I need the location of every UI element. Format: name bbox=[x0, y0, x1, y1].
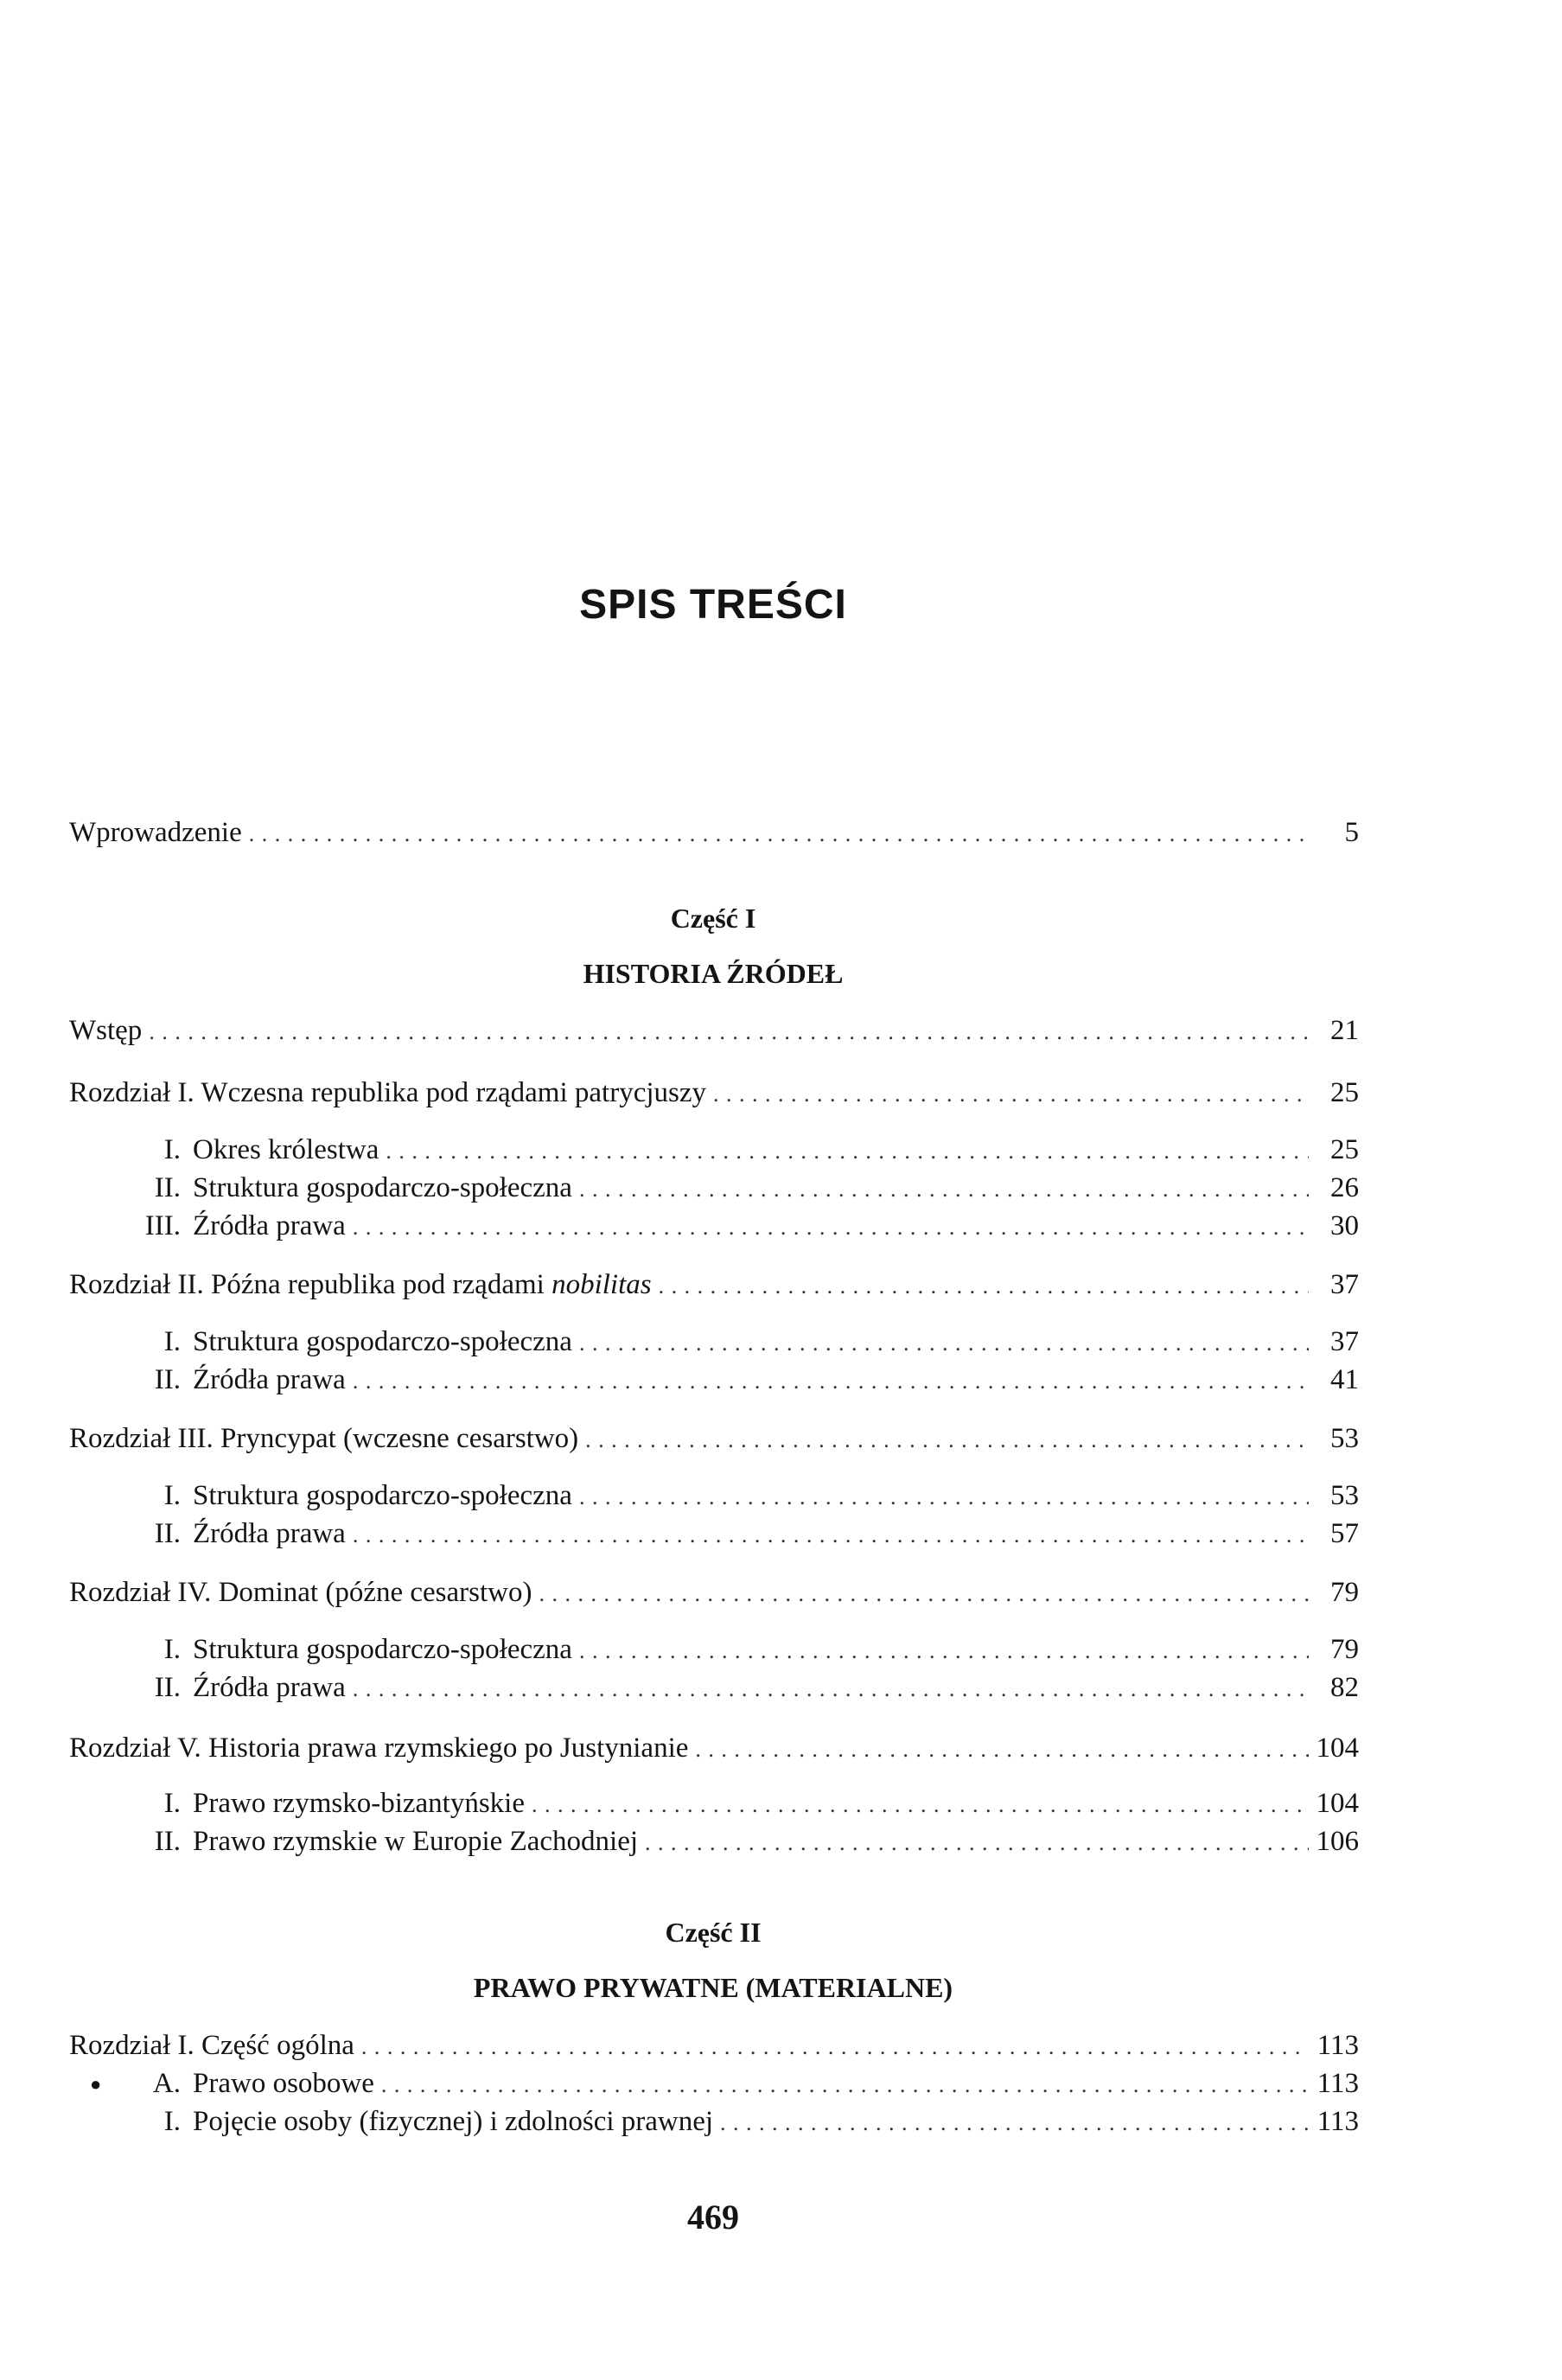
section-number: II. bbox=[154, 1518, 181, 1549]
section-number: II. bbox=[154, 1672, 181, 1703]
toc-section[interactable] bbox=[141, 1632, 1359, 1667]
section-number: I. bbox=[163, 1634, 181, 1665]
leader-dots bbox=[713, 1077, 1309, 1112]
toc-entry-page: 79 bbox=[1330, 1577, 1359, 1608]
toc-entry-label: Prawo osobowe bbox=[193, 2068, 374, 2099]
leader-dots bbox=[579, 1480, 1309, 1515]
leader-dots bbox=[659, 1269, 1309, 1304]
toc-chapter[interactable] bbox=[69, 1575, 1359, 1610]
toc-section[interactable] bbox=[141, 1209, 1359, 1243]
toc-entry-label: Prawo rzymskie w Europie Zachodniej bbox=[193, 1826, 639, 1857]
leader-dots bbox=[149, 1015, 1309, 1050]
toc-entry-page: 106 bbox=[1316, 1826, 1359, 1857]
toc-entry-page: 25 bbox=[1330, 1077, 1359, 1108]
toc-entry-page: 30 bbox=[1330, 1210, 1359, 1241]
toc-entry-label: Źródła prawa bbox=[193, 1518, 346, 1549]
page-title: SPIS TREŚCI bbox=[579, 582, 847, 628]
toc-entry-page: 53 bbox=[1330, 1480, 1359, 1511]
toc-entry-label: Struktura gospodarczo-społeczna bbox=[193, 1326, 572, 1357]
toc-entry-label bbox=[69, 1267, 652, 1302]
toc-section[interactable] bbox=[141, 1171, 1359, 1205]
toc-entry-label: Źródła prawa bbox=[193, 1210, 346, 1241]
toc-entry-label: Prawo rzymsko-bizantyńskie bbox=[193, 1788, 525, 1819]
toc-entry-label: Pojęcie osoby (fizycznej) i zdolności prawnej bbox=[193, 2106, 714, 2137]
section-number: II. bbox=[154, 1364, 181, 1395]
toc-entry-label-text: Rozdział II. Późna republika pod rządami bbox=[69, 1269, 545, 1300]
leader-dots bbox=[579, 1326, 1309, 1361]
leader-dots bbox=[386, 1134, 1309, 1169]
toc-section[interactable] bbox=[141, 1824, 1359, 1859]
leader-dots bbox=[720, 2106, 1309, 2141]
section-number: I. bbox=[163, 2106, 181, 2137]
toc-entry-page: 21 bbox=[1330, 1015, 1359, 1046]
toc-entry-page: 37 bbox=[1330, 1326, 1359, 1357]
toc-entry-page: 113 bbox=[1317, 2030, 1359, 2061]
leader-dots bbox=[579, 1634, 1309, 1669]
toc-entry-page: 25 bbox=[1330, 1134, 1359, 1165]
toc-entry-label: Rozdział IV. Dominat (późne cesarstwo) bbox=[69, 1577, 532, 1608]
toc-section[interactable] bbox=[141, 1362, 1359, 1397]
toc-entry-label: Wstęp bbox=[69, 1015, 143, 1046]
leader-dots bbox=[361, 2030, 1309, 2064]
section-number: III. bbox=[144, 1210, 181, 1241]
toc-entry-page: 53 bbox=[1330, 1423, 1359, 1454]
part-1-title: HISTORIA ŹRÓDEŁ bbox=[583, 958, 844, 989]
section-number: I. bbox=[163, 1326, 181, 1357]
section-number: I. bbox=[163, 1788, 181, 1819]
toc-entry-page: 26 bbox=[1330, 1172, 1359, 1203]
toc-entry-intro[interactable] bbox=[69, 815, 1359, 850]
toc-section[interactable] bbox=[141, 1324, 1359, 1359]
part-1-label: Część I bbox=[670, 903, 756, 934]
toc-section[interactable] bbox=[141, 1478, 1359, 1513]
toc-entry-label: Rozdział III. Pryncypat (wczesne cesarstwo) bbox=[69, 1423, 579, 1454]
leader-dots bbox=[353, 1364, 1309, 1399]
toc-entry-label: Rozdział V. Historia prawa rzymskiego po Justynianie bbox=[69, 1732, 689, 1764]
section-number: II. bbox=[154, 1826, 181, 1857]
part-2-label: Część II bbox=[665, 1917, 762, 1948]
toc-entry-label: Źródła prawa bbox=[193, 1672, 346, 1703]
toc-chapter[interactable] bbox=[69, 1421, 1359, 1456]
section-number: A. bbox=[152, 2068, 181, 2099]
leader-dots bbox=[353, 1518, 1309, 1553]
toc-entry[interactable] bbox=[69, 1013, 1359, 1048]
toc-entry-label: Struktura gospodarczo-społeczna bbox=[193, 1172, 572, 1203]
toc-entry-page: 57 bbox=[1330, 1518, 1359, 1549]
toc-entry-page: 82 bbox=[1330, 1672, 1359, 1703]
leader-dots bbox=[353, 1672, 1309, 1707]
toc-section[interactable] bbox=[141, 1786, 1359, 1821]
leader-dots bbox=[645, 1826, 1309, 1860]
toc-entry-page: 5 bbox=[1344, 817, 1359, 848]
toc-entry-label: Rozdział I. Wczesna republika pod rządami patrycjuszy bbox=[69, 1077, 707, 1108]
toc-chapter[interactable] bbox=[69, 1731, 1359, 1765]
toc-chapter[interactable] bbox=[69, 1075, 1359, 1110]
toc-section[interactable] bbox=[141, 2066, 1359, 2101]
leader-dots bbox=[381, 2068, 1309, 2102]
leader-dots bbox=[539, 1577, 1309, 1611]
section-number: I. bbox=[163, 1480, 181, 1511]
toc-entry-label-italic: nobilitas bbox=[551, 1269, 652, 1300]
toc-entry-label: Wprowadzenie bbox=[69, 817, 242, 848]
toc-section[interactable] bbox=[141, 1516, 1359, 1551]
toc-entry-page: 104 bbox=[1316, 1788, 1359, 1819]
toc-entry-label: Źródła prawa bbox=[193, 1364, 346, 1395]
toc-entry-page: 113 bbox=[1317, 2106, 1359, 2137]
leader-dots bbox=[585, 1423, 1309, 1458]
toc-entry-page: 79 bbox=[1330, 1634, 1359, 1665]
leader-dots bbox=[353, 1210, 1309, 1245]
toc-entry-page: 113 bbox=[1317, 2068, 1359, 2099]
leader-dots bbox=[249, 817, 1309, 852]
toc-entry-label: Struktura gospodarczo-społeczna bbox=[193, 1480, 572, 1511]
toc-entry-label: Okres królestwa bbox=[193, 1134, 379, 1165]
section-number: II. bbox=[154, 1172, 181, 1203]
toc-section[interactable] bbox=[141, 1133, 1359, 1167]
page-number: 469 bbox=[687, 2198, 739, 2236]
bullet-icon: ● bbox=[90, 2073, 102, 2095]
leader-dots bbox=[532, 1788, 1309, 1822]
toc-chapter[interactable] bbox=[69, 1267, 1359, 1302]
toc-entry-page: 41 bbox=[1330, 1364, 1359, 1395]
toc-entry-label: Rozdział I. Część ogólna bbox=[69, 2030, 354, 2061]
leader-dots bbox=[695, 1732, 1309, 1767]
part-2-title: PRAWO PRYWATNE (MATERIALNE) bbox=[473, 1972, 953, 2003]
toc-entry-page: 104 bbox=[1316, 1732, 1359, 1764]
toc-entry-label: Struktura gospodarczo-społeczna bbox=[193, 1634, 572, 1665]
toc-entry-page: 37 bbox=[1330, 1269, 1359, 1300]
toc-section[interactable] bbox=[141, 2104, 1359, 2139]
toc-chapter[interactable] bbox=[69, 2028, 1359, 2063]
section-number: I. bbox=[163, 1134, 181, 1165]
toc-section[interactable] bbox=[141, 1670, 1359, 1705]
leader-dots bbox=[579, 1172, 1309, 1207]
